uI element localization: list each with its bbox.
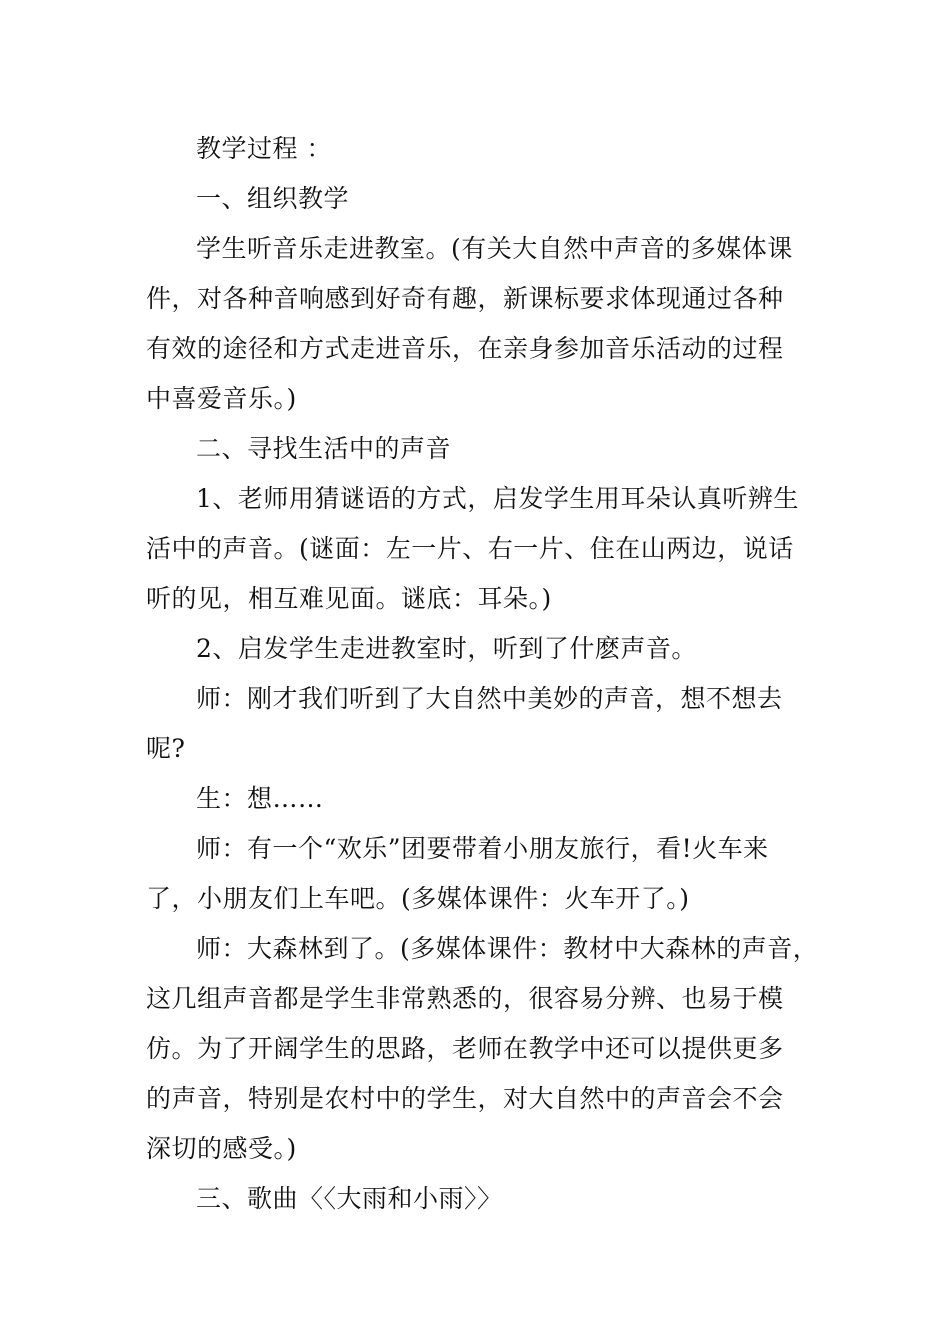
- paragraph-line: 学生听音乐走进教室。(有关大自然中声音的多媒体课: [196, 234, 793, 263]
- paragraph-line: 2、启发学生走进教室时，听到了什麽声音。: [196, 634, 697, 663]
- paragraph-line: 活中的声音。(谜面：左一片、右一片、住在山两边，说话: [146, 534, 794, 563]
- paragraph-line: 中喜爱音乐。): [146, 384, 297, 413]
- paragraph-line: 听的见，相互难见面。谜底：耳朵。): [146, 584, 552, 613]
- paragraph-line: 的声音，特别是农村中的学生，对大自然中的声音会不会: [146, 1084, 784, 1113]
- paragraph-line: 仿。为了开阔学生的思路，老师在教学中还可以提供更多: [146, 1034, 784, 1063]
- paragraph-line: 师：大森林到了。(多媒体课件：教材中大森林的声音，: [196, 934, 819, 963]
- section-heading-1: 一、组织教学: [196, 184, 350, 213]
- paragraph-line: 这几组声音都是学生非常熟悉的，很容易分辨、也易于模: [146, 984, 784, 1013]
- paragraph-line: 生：想……: [196, 784, 324, 813]
- paragraph-line: 深切的感受。): [146, 1134, 297, 1163]
- paragraph-line: 师：有一个“欢乐”团要带着小朋友旅行，看!火车来: [196, 834, 769, 863]
- section-heading-2: 二、寻找生活中的声音: [196, 434, 452, 463]
- paragraph-line: 1、老师用猜谜语的方式，启发学生用耳朵认真听辨生: [196, 484, 799, 513]
- paragraph-line: 有效的途径和方式走进音乐，在亲身参加音乐活动的过程: [146, 334, 784, 363]
- paragraph-line: 师：刚才我们听到了大自然中美妙的声音，想不想去: [196, 684, 783, 713]
- paragraph-line: 了，小朋友们上车吧。(多媒体课件：火车开了。): [146, 884, 690, 913]
- section-heading-3: 三、歌曲〈〈大雨和小雨〉〉: [196, 1184, 503, 1213]
- paragraph-line: 件，对各种音响感到好奇有趣，新课标要求体现通过各种: [146, 284, 784, 313]
- heading-teaching-process: 教学过程 ：: [196, 134, 332, 163]
- paragraph-line: 呢?: [146, 734, 186, 763]
